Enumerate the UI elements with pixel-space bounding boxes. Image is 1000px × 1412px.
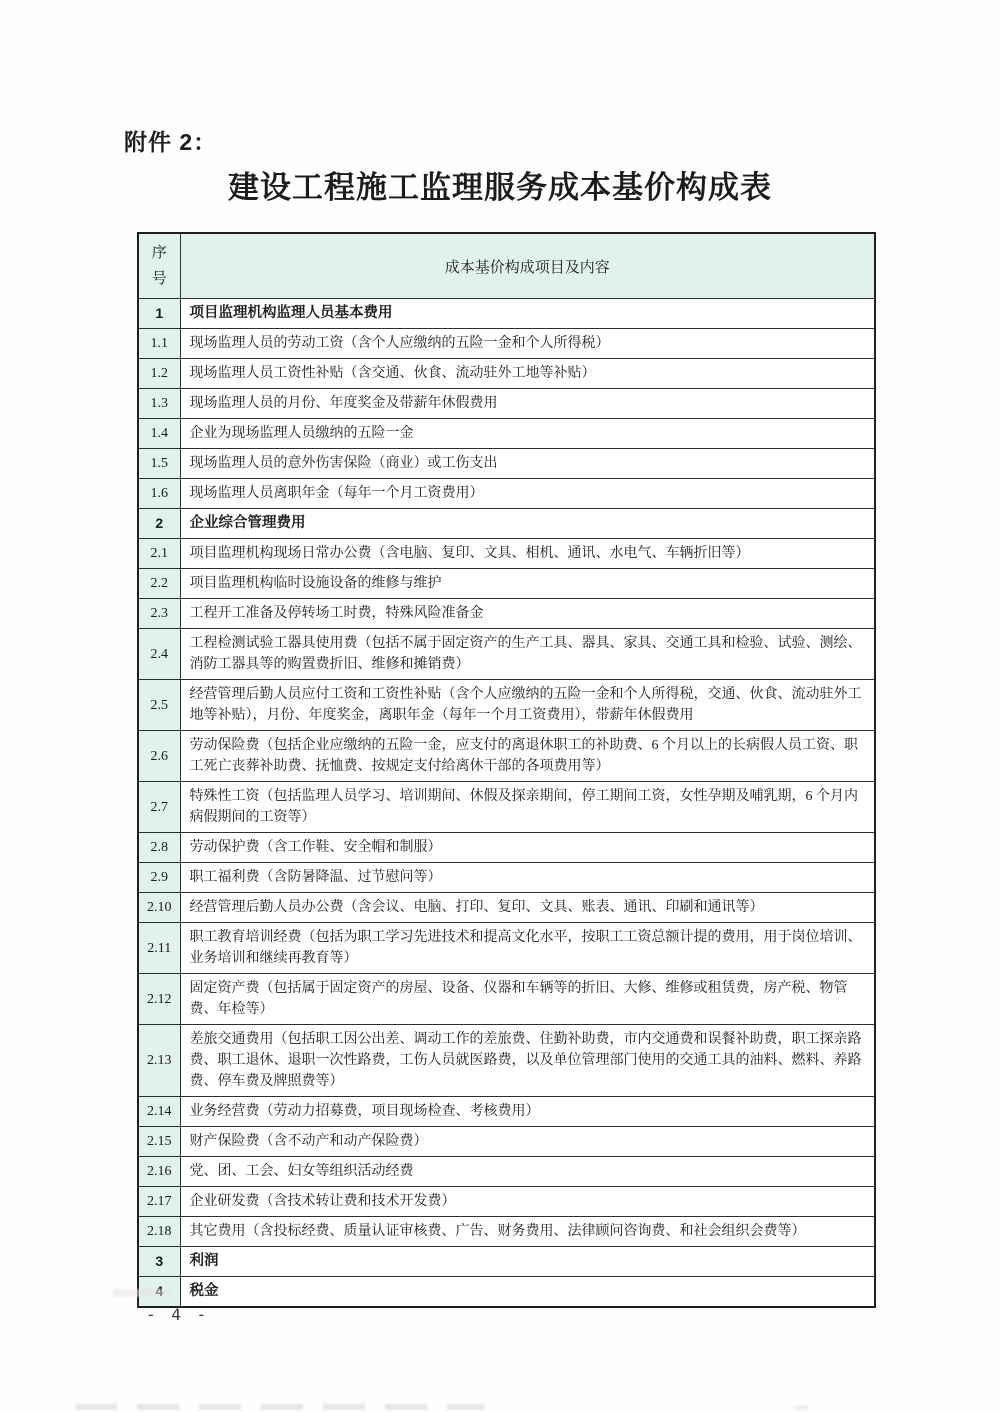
page-number: - 4 - — [146, 1305, 210, 1324]
row-number-cell: 2.16 — [138, 1157, 180, 1187]
row-number-cell: 1.4 — [138, 419, 180, 449]
row-content-cell: 工程开工准备及停转场工时费，特殊风险准备金 — [180, 599, 875, 629]
table-row — [138, 1097, 875, 1127]
row-number-cell: 2.18 — [138, 1217, 180, 1247]
table-row — [138, 569, 875, 599]
row-content-cell: 现场监理人员的劳动工资（含个人应缴纳的五险一金和个人所得税） — [180, 329, 875, 359]
row-number-cell: 2.6 — [138, 731, 180, 782]
table-row — [138, 299, 875, 329]
row-content-cell: 特殊性工资（包括监理人员学习、培训期间、休假及探亲期间，停工期间工资，女性孕期及哺乳期，6 个月内病假期间的工资等） — [180, 782, 875, 833]
row-content-cell: 其它费用（含投标经费、质量认证审核费、广告、财务费用、法律顾问咨询费、和社会组织会费等） — [180, 1217, 875, 1247]
table-row — [138, 479, 875, 509]
header-no-cell — [138, 233, 180, 299]
row-number-cell: 2.4 — [138, 629, 180, 680]
row-number-cell: 3 — [138, 1247, 180, 1277]
row-content-cell: 经营管理后勤人员应付工资和工资性补贴（含个人应缴纳的五险一金和个人所得税，交通、伙食、流动驻外工地等补贴），月份、年度奖金，离职年金（每年一个月工资费用），带薪年休假费用 — [180, 680, 875, 731]
row-number-cell: 2.10 — [138, 893, 180, 923]
row-content-cell: 工程检测试验工器具使用费（包括不属于固定资产的生产工具、器具、家具、交通工具和检验、试验、测绘、消防工器具等的购置费折旧、维修和摊销费） — [180, 629, 875, 680]
table-row — [138, 1025, 875, 1097]
table-row — [138, 1247, 875, 1277]
scan-smudge — [75, 1404, 485, 1410]
row-content-cell: 职工教育培训经费（包括为职工学习先进技术和提高文化水平，按职工工资总额计提的费用，用于岗位培训、业务培训和继续再教育等） — [180, 923, 875, 974]
row-number-cell: 2.3 — [138, 599, 180, 629]
scan-smudge — [113, 1289, 171, 1297]
row-content-cell: 现场监理人员的意外伤害保险（商业）或工伤支出 — [180, 449, 875, 479]
row-number-cell: 2.15 — [138, 1127, 180, 1157]
row-content-cell: 企业综合管理费用 — [180, 509, 875, 539]
row-content-cell: 现场监理人员的月份、年度奖金及带薪年休假费用 — [180, 389, 875, 419]
row-content-cell: 项目监理机构临时设施设备的维修与维护 — [180, 569, 875, 599]
row-content-cell: 党、团、工会、妇女等组织活动经费 — [180, 1157, 875, 1187]
row-number-cell: 1.5 — [138, 449, 180, 479]
row-content-cell: 企业研发费（含技术转让费和技术开发费） — [180, 1187, 875, 1217]
row-content-cell: 劳动保护费（含工作鞋、安全帽和制服） — [180, 833, 875, 863]
row-number-cell: 2.8 — [138, 833, 180, 863]
row-number-cell: 1.3 — [138, 389, 180, 419]
row-number-cell: 1.6 — [138, 479, 180, 509]
row-number-cell: 2.5 — [138, 680, 180, 731]
table-row — [138, 1157, 875, 1187]
row-content-cell: 财产保险费（含不动产和动产保险费） — [180, 1127, 875, 1157]
attachment-label: 附件 2： — [124, 129, 218, 155]
table-row — [138, 419, 875, 449]
row-number-cell: 2.13 — [138, 1025, 180, 1097]
table-row — [138, 1127, 875, 1157]
table-row — [138, 680, 875, 731]
table-row — [138, 731, 875, 782]
table-row — [138, 782, 875, 833]
row-number-cell: 2.1 — [138, 539, 180, 569]
row-number-cell: 2.2 — [138, 569, 180, 599]
table-row — [138, 1277, 875, 1308]
table-row — [138, 629, 875, 680]
table-row — [138, 509, 875, 539]
row-number-cell: 2.17 — [138, 1187, 180, 1217]
scan-smudge — [795, 1405, 809, 1410]
header-no-label: 序号 — [151, 244, 167, 287]
table-row — [138, 923, 875, 974]
table-row — [138, 599, 875, 629]
table-row — [138, 833, 875, 863]
row-content-cell: 现场监理人员工资性补贴（含交通、伙食、流动驻外工地等补贴） — [180, 359, 875, 389]
row-content-cell: 业务经营费（劳动力招募费，项目现场检查、考核费用） — [180, 1097, 875, 1127]
table-row — [138, 974, 875, 1025]
row-number-cell: 2.7 — [138, 782, 180, 833]
row-content-cell: 固定资产费（包括属于固定资产的房屋、设备、仪器和车辆等的折旧、大修、维修或租赁费，房产税、物管费、年检等） — [180, 974, 875, 1025]
row-number-cell: 1.2 — [138, 359, 180, 389]
row-content-cell: 职工福利费（含防暑降温、过节慰问等） — [180, 863, 875, 893]
row-number-cell: 2.14 — [138, 1097, 180, 1127]
row-number-cell: 2.12 — [138, 974, 180, 1025]
row-content-cell: 税金 — [180, 1277, 875, 1308]
table-row — [138, 539, 875, 569]
row-content-cell: 差旅交通费用（包括职工因公出差、调动工作的差旅费、住勤补助费，市内交通费和误餐补助费，职工探亲路费、职工退休、退职一次性路费，工伤人员就医路费，以及单位管理部门使用的交通工具的油料、燃料、养路费、停车费及牌照费等） — [180, 1025, 875, 1097]
row-content-cell: 项目监理机构监理人员基本费用 — [180, 299, 875, 329]
table-row — [138, 863, 875, 893]
table-row — [138, 1187, 875, 1217]
header-content-cell: 成本基价构成项目及内容 — [180, 233, 875, 299]
row-content-cell: 项目监理机构现场日常办公费（含电脑、复印、文具、相机、通讯、水电气、车辆折旧等） — [180, 539, 875, 569]
cost-composition-table — [137, 232, 876, 1308]
table-row — [138, 1217, 875, 1247]
row-content-cell: 劳动保险费（包括企业应缴纳的五险一金，应支付的离退休职工的补助费、6 个月以上的长病假人员工资、职工死亡丧葬补助费、抚恤费、按规定支付给离休干部的各项费用等） — [180, 731, 875, 782]
table-row — [138, 389, 875, 419]
table-header-row — [138, 233, 875, 299]
row-content-cell: 经营管理后勤人员办公费（含会议、电脑、打印、复印、文具、账表、通讯、印刷和通讯等） — [180, 893, 875, 923]
table-row — [138, 329, 875, 359]
table-body — [138, 299, 875, 1308]
row-number-cell: 1 — [138, 299, 180, 329]
row-number-cell: 2 — [138, 509, 180, 539]
row-number-cell: 2.9 — [138, 863, 180, 893]
row-content-cell: 现场监理人员离职年金（每年一个月工资费用） — [180, 479, 875, 509]
table-row — [138, 893, 875, 923]
table-row — [138, 449, 875, 479]
page-title: 建设工程施工监理服务成本基价构成表 — [228, 170, 772, 205]
table-row — [138, 359, 875, 389]
row-number-cell: 1.1 — [138, 329, 180, 359]
row-content-cell: 利润 — [180, 1247, 875, 1277]
row-content-cell: 企业为现场监理人员缴纳的五险一金 — [180, 419, 875, 449]
row-number-cell: 2.11 — [138, 923, 180, 974]
